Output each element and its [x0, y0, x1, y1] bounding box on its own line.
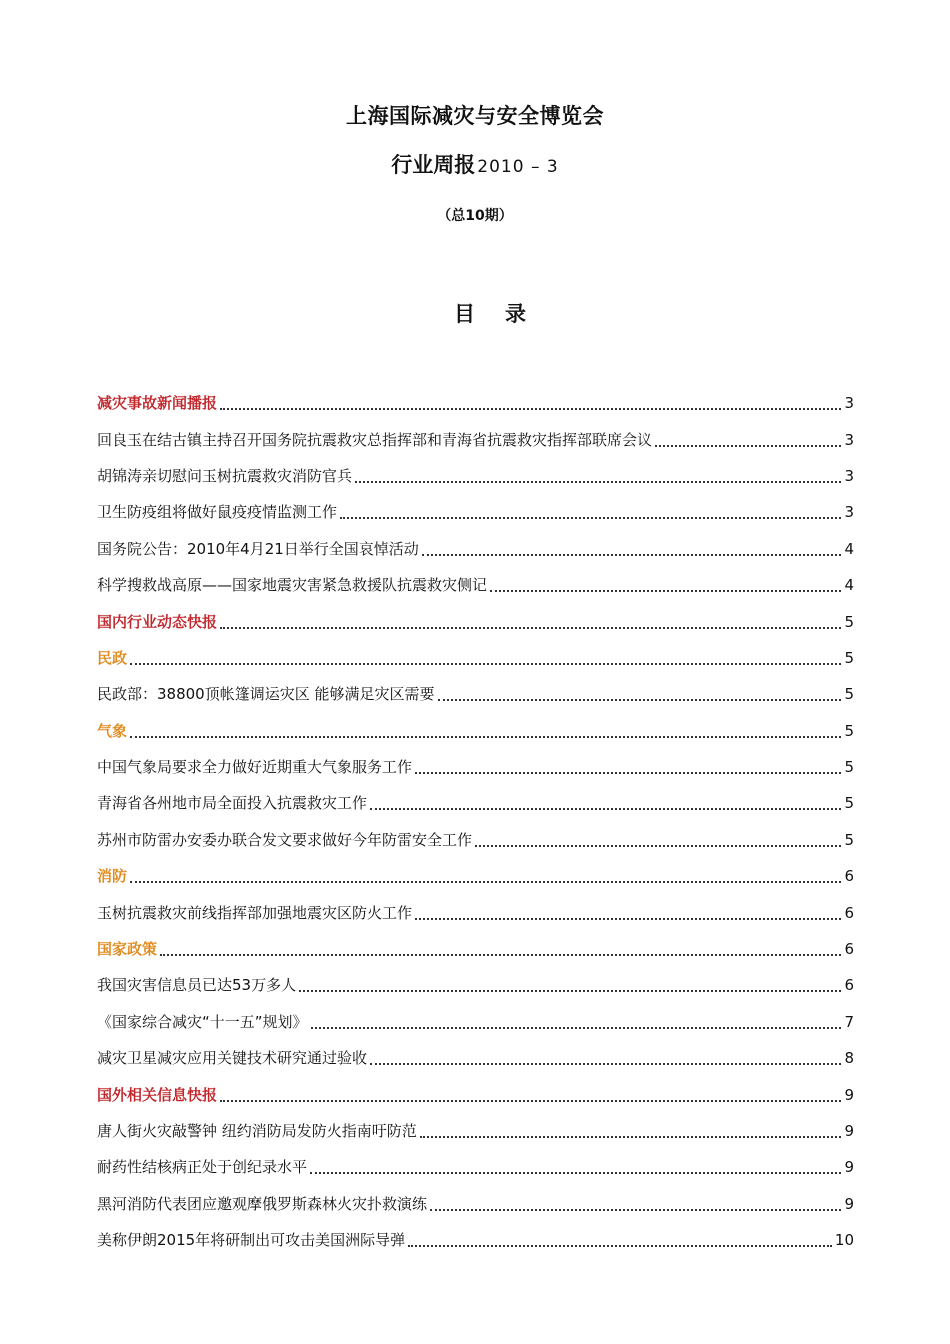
toc-entry-label[interactable]: 民政	[97, 648, 128, 667]
toc-entry-label[interactable]: 消防	[97, 867, 128, 886]
toc-entry[interactable]	[97, 967, 854, 1003]
toc-entry-page-number[interactable]: 3	[844, 466, 854, 485]
toc-entry-label[interactable]: 国内行业动态快报	[97, 612, 218, 631]
toc-dot-leader	[475, 845, 841, 847]
toc-dot-leader	[130, 881, 841, 883]
toc-entry-page-number[interactable]: 4	[844, 539, 854, 558]
toc-entry-page-number[interactable]: 5	[844, 612, 854, 631]
toc-entry-page-number[interactable]: 8	[844, 1049, 854, 1068]
toc-dot-leader	[220, 1100, 841, 1102]
toc-entry[interactable]	[97, 713, 854, 749]
toc-dot-leader	[220, 627, 841, 629]
toc-entry-page-number[interactable]: 6	[844, 903, 854, 922]
toc-entry-label[interactable]: 唐人街火灾敲警钟 纽约消防局发防火指南吁防范	[97, 1122, 417, 1140]
toc-entry-label[interactable]: 苏州市防雷办安委办联合发文要求做好今年防雷安全工作	[97, 830, 473, 849]
toc-entry[interactable]	[97, 1186, 854, 1222]
toc-heading: 目录	[454, 302, 556, 326]
toc-entry-label[interactable]: 玉树抗震救灾前线指挥部加强地震灾区防火工作	[97, 903, 413, 922]
toc-entry-label[interactable]: 美称伊朗2015年将研制出可攻击美国洲际导弹	[97, 1231, 406, 1250]
toc-entry-page-number[interactable]: 9	[844, 1194, 854, 1213]
toc-dot-leader	[370, 1063, 841, 1065]
toc-entry-label[interactable]: 国务院公告：2010年4月21日举行全国哀悼活动	[97, 539, 419, 558]
toc-entry[interactable]	[97, 1113, 854, 1149]
toc-dot-leader	[655, 445, 841, 447]
toc-entry-label[interactable]: 减灾事故新闻播报	[97, 394, 218, 413]
toc-entry-label[interactable]: 科学搜救战高原——国家地震灾害紧急救援队抗震救灾侧记	[97, 576, 488, 595]
toc-dot-leader	[160, 954, 841, 956]
document-title: 上海国际减灾与安全博览会	[346, 104, 604, 128]
toc-entry[interactable]	[97, 894, 854, 930]
toc-entry-page-number[interactable]: 3	[844, 430, 854, 449]
toc-entry[interactable]	[97, 1076, 854, 1112]
toc-entry[interactable]	[97, 676, 854, 712]
toc-entry-page-number[interactable]: 5	[844, 794, 854, 813]
toc-entry-label[interactable]: 我国灾害信息员已达53万多人	[97, 976, 297, 995]
toc-dot-leader	[370, 808, 841, 810]
toc-dot-leader	[415, 918, 841, 920]
toc-entry-label[interactable]: 回良玉在结古镇主持召开国务院抗震救灾总指挥部和青海省抗震救灾指挥部联席会议	[97, 430, 653, 449]
report-issue-number: 2010 – 3	[477, 157, 559, 177]
toc-entry[interactable]	[97, 494, 854, 530]
toc-entry-label[interactable]: 国家政策	[97, 940, 158, 959]
toc-dot-leader	[340, 517, 841, 519]
toc-entry-page-number[interactable]: 9	[844, 1085, 854, 1104]
toc-entry-page-number[interactable]: 3	[844, 503, 854, 522]
toc-dot-leader	[438, 699, 842, 701]
toc-entry-page-number[interactable]: 10	[834, 1231, 854, 1250]
toc-entry-page-number[interactable]: 4	[844, 576, 854, 595]
toc-entry-page-number[interactable]: 9	[844, 1122, 854, 1140]
toc-entry[interactable]	[97, 858, 854, 894]
total-issue-label: （总10期）	[437, 208, 513, 224]
toc-entry[interactable]	[97, 822, 854, 858]
toc-dot-leader	[415, 772, 841, 774]
toc-entry-page-number[interactable]: 5	[844, 830, 854, 849]
toc-entry[interactable]	[97, 385, 854, 421]
toc-entry-label[interactable]: 《国家综合减灾“十一五”规划》	[97, 1012, 308, 1031]
toc-entry-label[interactable]: 民政部：38800顶帐篷调运灾区 能够满足灾区需要	[97, 685, 435, 704]
toc-entry-page-number[interactable]: 5	[844, 685, 854, 704]
toc-entry[interactable]	[97, 749, 854, 785]
toc-dot-leader	[408, 1245, 832, 1247]
toc-dot-leader	[355, 481, 841, 483]
toc-entry-label[interactable]: 胡锦涛亲切慰问玉树抗震救灾消防官兵	[97, 466, 353, 485]
toc-entry[interactable]	[97, 603, 854, 639]
toc-entry-page-number[interactable]: 6	[844, 867, 854, 886]
toc-entry[interactable]	[97, 421, 854, 457]
toc-dot-leader	[422, 554, 842, 556]
toc-dot-leader	[490, 590, 841, 592]
toc-entry-page-number[interactable]: 6	[844, 976, 854, 995]
toc-entry-label[interactable]: 中国气象局要求全力做好近期重大气象服务工作	[97, 758, 413, 777]
toc-entry-page-number[interactable]: 6	[844, 940, 854, 959]
table-of-contents	[97, 385, 854, 1258]
toc-entry[interactable]	[97, 931, 854, 967]
toc-entry-label[interactable]: 黑河消防代表团应邀观摩俄罗斯森林火灾扑救演练	[97, 1194, 428, 1213]
toc-entry-label[interactable]: 减灾卫星减灾应用关键技术研究通过验收	[97, 1049, 368, 1068]
toc-entry-page-number[interactable]: 5	[844, 648, 854, 667]
toc-entry-label[interactable]: 青海省各州地市局全面投入抗震救灾工作	[97, 794, 368, 813]
toc-dot-leader	[220, 408, 841, 410]
toc-dot-leader	[299, 990, 841, 992]
toc-entry[interactable]	[97, 458, 854, 494]
toc-entry-label[interactable]: 国外相关信息快报	[97, 1085, 218, 1104]
toc-entry[interactable]	[97, 1149, 854, 1185]
toc-entry[interactable]	[97, 1040, 854, 1076]
toc-dot-leader	[420, 1136, 842, 1138]
toc-entry-page-number[interactable]: 3	[844, 394, 854, 413]
toc-dot-leader	[311, 1027, 842, 1029]
toc-dot-leader	[310, 1172, 841, 1174]
toc-entry[interactable]	[97, 1222, 854, 1258]
toc-entry-label[interactable]: 气象	[97, 721, 128, 740]
toc-entry-label[interactable]: 耐药性结核病正处于创纪录水平	[97, 1158, 308, 1177]
toc-dot-leader	[130, 736, 841, 738]
report-subtitle-prefix: 行业周报	[391, 153, 476, 177]
toc-dot-leader	[130, 663, 841, 665]
toc-entry-page-number[interactable]: 5	[844, 758, 854, 777]
toc-entry-page-number[interactable]: 9	[844, 1158, 854, 1177]
toc-entry[interactable]	[97, 567, 854, 603]
toc-entry-label[interactable]: 卫生防疫组将做好鼠疫疫情监测工作	[97, 503, 338, 522]
report-subtitle	[0, 149, 950, 179]
toc-entry[interactable]	[97, 1004, 854, 1040]
toc-dot-leader	[430, 1209, 841, 1211]
toc-entry[interactable]	[97, 531, 854, 567]
toc-entry[interactable]	[97, 785, 854, 821]
toc-entry-page-number[interactable]: 7	[844, 1012, 854, 1031]
toc-entry-page-number[interactable]: 5	[844, 721, 854, 740]
toc-entry[interactable]	[97, 640, 854, 676]
